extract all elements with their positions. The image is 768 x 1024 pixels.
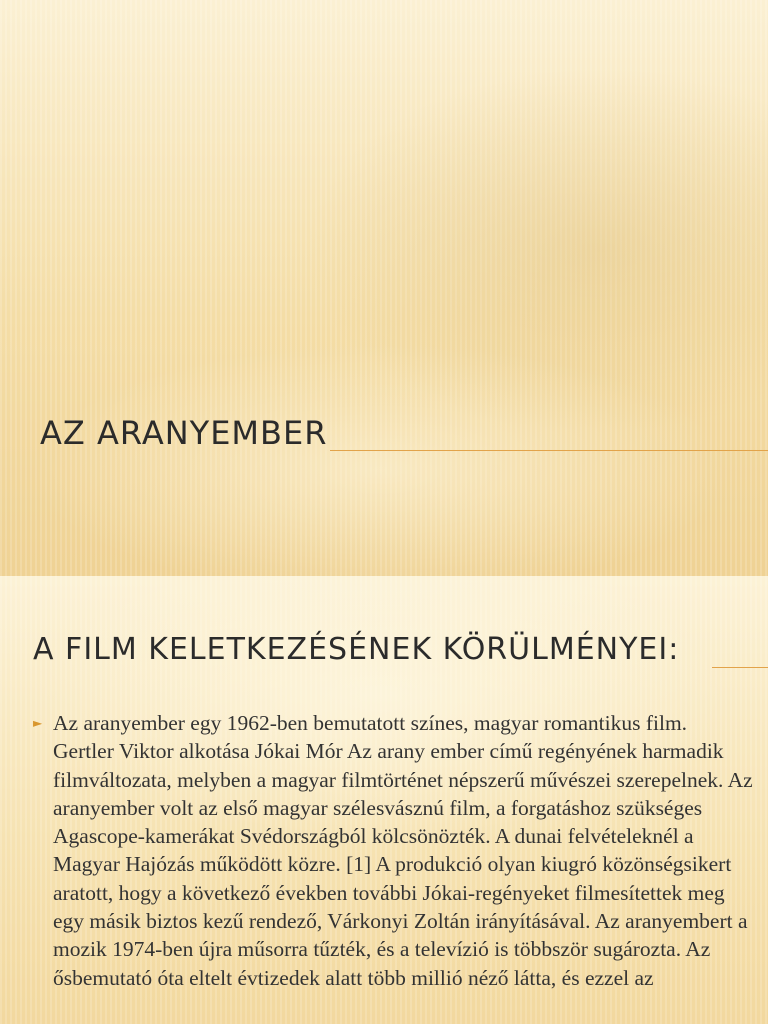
bullet-arrow-icon: ► xyxy=(33,716,43,730)
title-underline xyxy=(330,450,768,451)
section-heading: A FILM KELETKEZÉSÉNEK KÖRÜLMÉNYEI: xyxy=(33,632,680,667)
heading-underline xyxy=(712,667,768,668)
slide-title: AZ ARANYEMBER xyxy=(40,414,328,452)
body-paragraph: Az aranyember egy 1962-ben bemutatott színes, magyar romantikus film. Gertler Viktor alkotása Jókai Mór Az arany ember című regényének harmadik filmváltozata, melyben a magyar filmtörténet népszerű művészei szerepelnek. Az aranyember volt az első magyar szélesvásznú film, a forgatáshoz szükséges Agascope-kamerákat Svédországból kölcsönözték. A dunai felvételeknél a Magyar Hajózás működött közre. [1] A produkció olyan kiugró közönségsikert aratott, hogy a következő években további Jókai-regényeket filmesítettek meg egy másik biztos kezű rendező, Várkonyi Zoltán irányításával. Az aranyembert a mozik 1974-ben újra műsorra tűzték, és a televízió is többször sugározta. Az ősbemutató óta eltelt évtizedek alatt több millió néző látta, és ezzel az xyxy=(53,711,753,990)
